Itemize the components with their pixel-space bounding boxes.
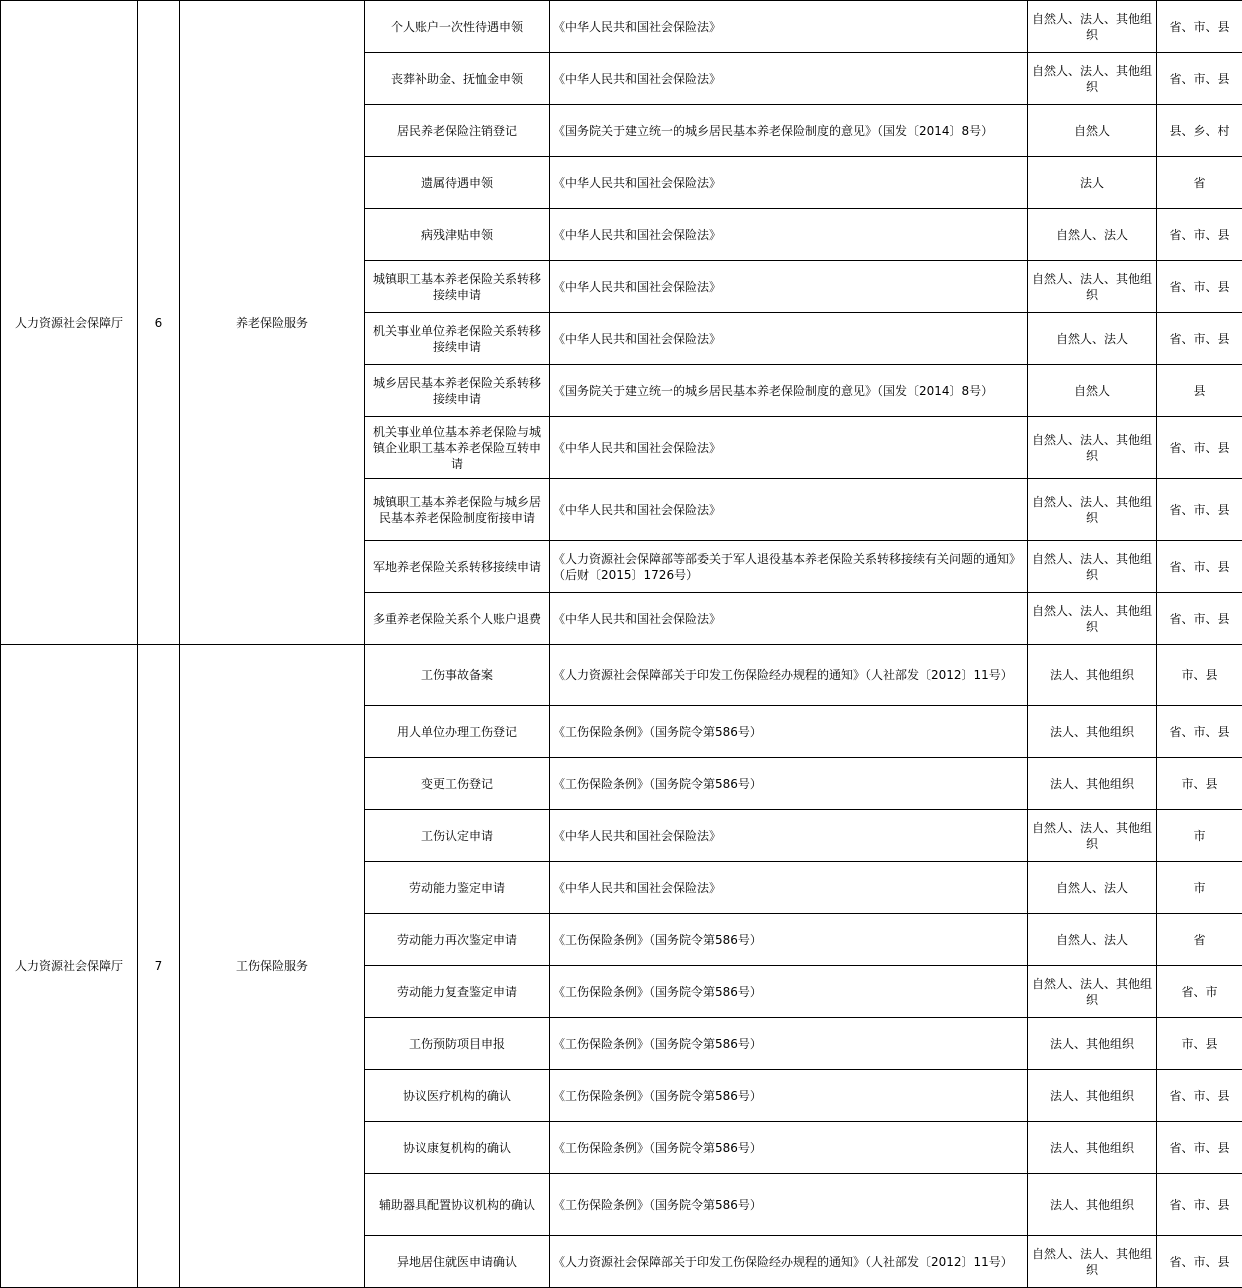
level-cell: 省、市、县 [1157,1236,1242,1288]
subject-cell: 自然人、法人 [1028,914,1157,966]
table-row [1,645,1242,706]
subject-cell: 自然人、法人、其他组织 [1028,593,1157,645]
category-cell: 工伤保险服务 [180,645,365,1288]
subject-cell: 自然人、法人、其他组织 [1028,810,1157,862]
level-cell: 省、市、县 [1157,1070,1242,1122]
basis-cell: 《中华人民共和国社会保险法》 [550,1,1028,53]
item-cell: 劳动能力鉴定申请 [365,862,550,914]
group-number-cell: 6 [138,1,180,645]
basis-cell: 《中华人民共和国社会保险法》 [550,157,1028,209]
basis-cell: 《工伤保险条例》（国务院令第586号） [550,1122,1028,1174]
subject-cell: 自然人 [1028,365,1157,417]
item-cell: 异地居住就医申请确认 [365,1236,550,1288]
basis-cell: 《工伤保险条例》（国务院令第586号） [550,966,1028,1018]
item-cell: 用人单位办理工伤登记 [365,706,550,758]
basis-cell: 《中华人民共和国社会保险法》 [550,53,1028,105]
category-cell: 养老保险服务 [180,1,365,645]
basis-cell: 《工伤保险条例》（国务院令第586号） [550,914,1028,966]
basis-cell: 《工伤保险条例》（国务院令第586号） [550,1018,1028,1070]
subject-cell: 法人、其他组织 [1028,1070,1157,1122]
subject-cell: 自然人、法人、其他组织 [1028,1,1157,53]
basis-cell: 《中华人民共和国社会保险法》 [550,313,1028,365]
item-cell: 劳动能力复查鉴定申请 [365,966,550,1018]
subject-cell: 自然人、法人 [1028,862,1157,914]
item-cell: 遗属待遇申领 [365,157,550,209]
item-cell: 工伤认定申请 [365,810,550,862]
basis-cell: 《中华人民共和国社会保险法》 [550,810,1028,862]
level-cell: 省、市、县 [1157,53,1242,105]
level-cell: 市 [1157,862,1242,914]
level-cell: 市、县 [1157,1018,1242,1070]
subject-cell: 法人、其他组织 [1028,1174,1157,1236]
level-cell: 省 [1157,157,1242,209]
item-cell: 城乡居民基本养老保险关系转移接续申请 [365,365,550,417]
table-row [1,1,1242,53]
level-cell: 省、市、县 [1157,706,1242,758]
subject-cell: 法人、其他组织 [1028,706,1157,758]
item-cell: 机关事业单位基本养老保险与城镇企业职工基本养老保险互转申请 [365,417,550,479]
basis-cell: 《中华人民共和国社会保险法》 [550,862,1028,914]
basis-cell: 《工伤保险条例》（国务院令第586号） [550,1070,1028,1122]
level-cell: 省、市、县 [1157,593,1242,645]
item-cell: 机关事业单位养老保险关系转移接续申请 [365,313,550,365]
level-cell: 市、县 [1157,645,1242,706]
item-cell: 城镇职工基本养老保险与城乡居民基本养老保险制度衔接申请 [365,479,550,541]
level-cell: 省、市、县 [1157,313,1242,365]
subject-cell: 自然人、法人、其他组织 [1028,53,1157,105]
subject-cell: 自然人、法人、其他组织 [1028,479,1157,541]
basis-cell: 《人力资源社会保障部关于印发工伤保险经办规程的通知》（人社部发〔2012〕11号） [550,1236,1028,1288]
item-cell: 城镇职工基本养老保险关系转移接续申请 [365,261,550,313]
basis-cell: 《工伤保险条例》（国务院令第586号） [550,758,1028,810]
department-cell: 人力资源社会保障厅 [1,645,138,1288]
item-cell: 辅助器具配置协议机构的确认 [365,1174,550,1236]
item-cell: 劳动能力再次鉴定申请 [365,914,550,966]
item-cell: 协议康复机构的确认 [365,1122,550,1174]
basis-cell: 《工伤保险条例》（国务院令第586号） [550,1174,1028,1236]
subject-cell: 法人、其他组织 [1028,645,1157,706]
level-cell: 省、市、县 [1157,1174,1242,1236]
level-cell: 省、市、县 [1157,1122,1242,1174]
level-cell: 县、乡、村 [1157,105,1242,157]
basis-cell: 《人力资源社会保障部等部委关于军人退役基本养老保险关系转移接续有关问题的通知》（后财〔2015〕1726号） [550,541,1028,593]
subject-cell: 自然人 [1028,105,1157,157]
subject-cell: 自然人、法人 [1028,313,1157,365]
subject-cell: 自然人、法人 [1028,209,1157,261]
level-cell: 省 [1157,914,1242,966]
item-cell: 工伤事故备案 [365,645,550,706]
level-cell: 省、市、县 [1157,417,1242,479]
group-number-cell: 7 [138,645,180,1288]
basis-cell: 《国务院关于建立统一的城乡居民基本养老保险制度的意见》（国发〔2014〕8号） [550,105,1028,157]
level-cell: 省、市、县 [1157,261,1242,313]
basis-cell: 《中华人民共和国社会保险法》 [550,417,1028,479]
level-cell: 省、市 [1157,966,1242,1018]
level-cell: 省、市、县 [1157,209,1242,261]
item-cell: 变更工伤登记 [365,758,550,810]
basis-cell: 《中华人民共和国社会保险法》 [550,261,1028,313]
item-cell: 军地养老保险关系转移接续申请 [365,541,550,593]
subject-cell: 法人、其他组织 [1028,1018,1157,1070]
item-cell: 多重养老保险关系个人账户退费 [365,593,550,645]
item-cell: 居民养老保险注销登记 [365,105,550,157]
level-cell: 省、市、县 [1157,541,1242,593]
subject-cell: 自然人、法人、其他组织 [1028,1236,1157,1288]
level-cell: 市 [1157,810,1242,862]
level-cell: 省、市、县 [1157,479,1242,541]
subject-cell: 自然人、法人、其他组织 [1028,261,1157,313]
item-cell: 病残津贴申领 [365,209,550,261]
basis-cell: 《中华人民共和国社会保险法》 [550,479,1028,541]
level-cell: 市、县 [1157,758,1242,810]
item-cell: 工伤预防项目申报 [365,1018,550,1070]
basis-cell: 《中华人民共和国社会保险法》 [550,593,1028,645]
subject-cell: 法人 [1028,157,1157,209]
subject-cell: 自然人、法人、其他组织 [1028,417,1157,479]
subject-cell: 自然人、法人、其他组织 [1028,541,1157,593]
level-cell: 县 [1157,365,1242,417]
item-cell: 个人账户一次性待遇申领 [365,1,550,53]
department-cell: 人力资源社会保障厅 [1,1,138,645]
subject-cell: 法人、其他组织 [1028,1122,1157,1174]
basis-cell: 《中华人民共和国社会保险法》 [550,209,1028,261]
item-cell: 丧葬补助金、抚恤金申领 [365,53,550,105]
basis-cell: 《人力资源社会保障部关于印发工伤保险经办规程的通知》（人社部发〔2012〕11号） [550,645,1028,706]
basis-cell: 《工伤保险条例》（国务院令第586号） [550,706,1028,758]
basis-cell: 《国务院关于建立统一的城乡居民基本养老保险制度的意见》（国发〔2014〕8号） [550,365,1028,417]
table-body [1,1,1242,1288]
item-cell: 协议医疗机构的确认 [365,1070,550,1122]
level-cell: 省、市、县 [1157,1,1242,53]
subject-cell: 自然人、法人、其他组织 [1028,966,1157,1018]
subject-cell: 法人、其他组织 [1028,758,1157,810]
